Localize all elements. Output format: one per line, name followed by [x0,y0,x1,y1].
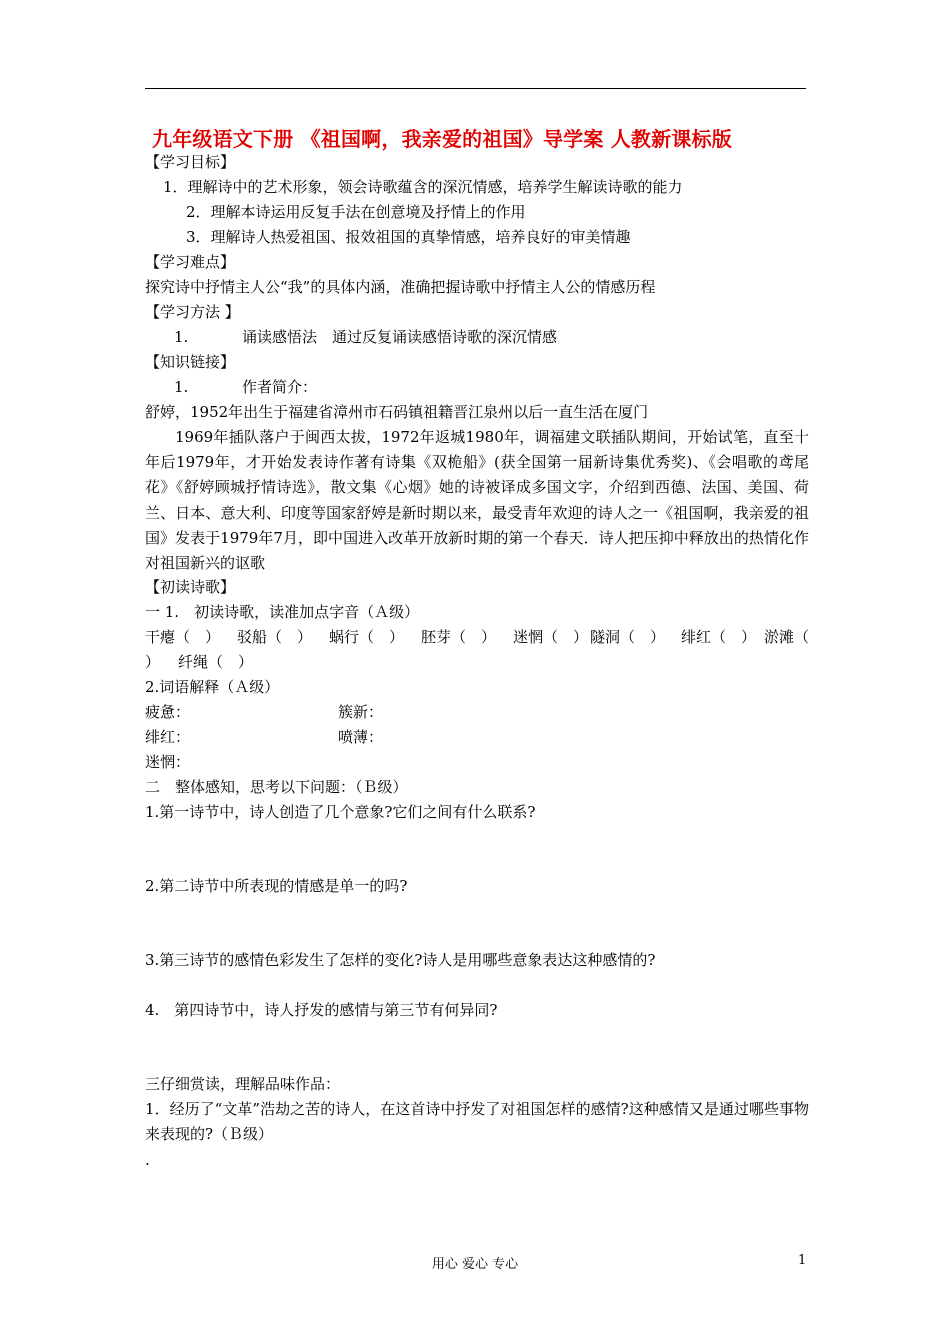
difficulty-heading: 【学习难点】 [145,253,236,271]
vocab-item: 绯红： [145,728,191,746]
section-3-question: 1．经历了“文革”浩劫之苦的诗人，在这首诗中抒发了对祖国怎样的感情?这种感情又是通过哪些事物来表现的?（Ｂ级） [145,1100,809,1144]
section-2-question: 2.第二诗节中所表现的情感是单一的吗? [145,877,408,895]
objectives-heading: 【学习目标】 [145,153,236,171]
section-2-heading: 二 整体感知，思考以下问题：（Ｂ级） [145,778,408,796]
pronunciation-item: 淤滩（ [764,628,810,646]
footer-motto: 用心 爱心 专心 [431,1257,519,1272]
objective-1: 1．理解诗中的艺术形象，领会诗歌蕴含的深沉情感，培养学生解读诗歌的能力 [163,178,683,196]
vocab-item: 迷惘： [145,753,191,771]
vocab-item: 簇新： [338,703,384,721]
method-number: 1. [174,328,189,346]
pronunciation-item-close: ） [145,653,161,671]
document-title: 九年级语文下册 《祖国啊，我亲爱的祖国》导学案 人教新课标版 [152,127,732,151]
question-1-1: 一 1. 初读诗歌，读准加点字音（Ａ级） [145,603,420,621]
page-number: 1 [798,1253,807,1268]
objective-2: 2．理解本诗运用反复手法在创意境及抒情上的作用 [186,203,526,221]
pronunciation-item: 蜗行（ ） [329,628,405,646]
knowledge-heading: 【知识链接】 [145,353,236,371]
section-2-question: 4. 第四诗节中，诗人抒发的感情与第三节有何异同? [145,1001,498,1019]
knowledge-text: 作者简介： [242,378,318,396]
header-rule [145,88,806,89]
pronunciation-item: 干瘪（ ） [145,628,221,646]
first-reading-heading: 【初读诗歌】 [145,578,236,596]
trailing-dot: . [145,1151,150,1169]
section-3-heading: 三仔细赏读，理解品味作品： [145,1075,341,1093]
pronunciation-item: 胚芽（ ） [421,628,497,646]
section-2-question: 1.第一诗节中，诗人创造了几个意象?它们之间有什么联系? [145,803,536,821]
author-biography-paragraph: 1969年插队落户于闽西太拔，1972年返城1980年，调福建文联插队期间，开始试笔，直至十年后1979年，才开始发表诗作著有诗集《双桅船》(获全国第一届新诗集优秀奖)、《会唱歌的鸢尾花》《舒婷顾城抒情诗选》，散文集《心烟》她的诗被译成多国文字，介绍到西德、法国、美国、荷兰、日本、意大利、印度等国家舒婷是新时期以来，最受青年欢迎的诗人之一《祖国啊，我亲爱的祖国》发表于1979年7月，即中国进入改革开放新时期的第一个春天．诗人把压抑中释放出的热情化作对祖国新兴的讴歌 [145,428,809,573]
pronunciation-item: 绯红（ ） [681,628,757,646]
section-2-question: 3.第三诗节的感情色彩发生了怎样的变化?诗人是用哪些意象表达这种感情的? [145,951,656,969]
author-intro-line: 舒婷，1952年出生于福建省漳州市石码镇祖籍晋江泉州以后一直生活在厦门 [145,403,649,421]
question-1-2: 2.词语解释（Ａ级） [145,678,280,696]
method-text: 诵读感悟法 通过反复诵读感悟诗歌的深沉情感 [242,328,558,346]
difficulty-text: 探究诗中抒情主人公“我”的具体内涵，准确把握诗歌中抒情主人公的情感历程 [145,278,656,296]
pronunciation-item: 隧洞（ ） [590,628,666,646]
pronunciation-item: 迷惘（ ） [513,628,589,646]
vocab-item: 疲惫： [145,703,191,721]
pronunciation-item: 纤绳（ ） [178,653,254,671]
vocab-item: 喷薄： [338,728,384,746]
knowledge-number: 1. [174,378,189,396]
objective-3: 3．理解诗人热爱祖国、报效祖国的真挚情感，培养良好的审美情趣 [186,228,631,246]
method-heading: 【学习方法 】 [145,303,240,321]
pronunciation-item: 驳船（ ） [237,628,313,646]
